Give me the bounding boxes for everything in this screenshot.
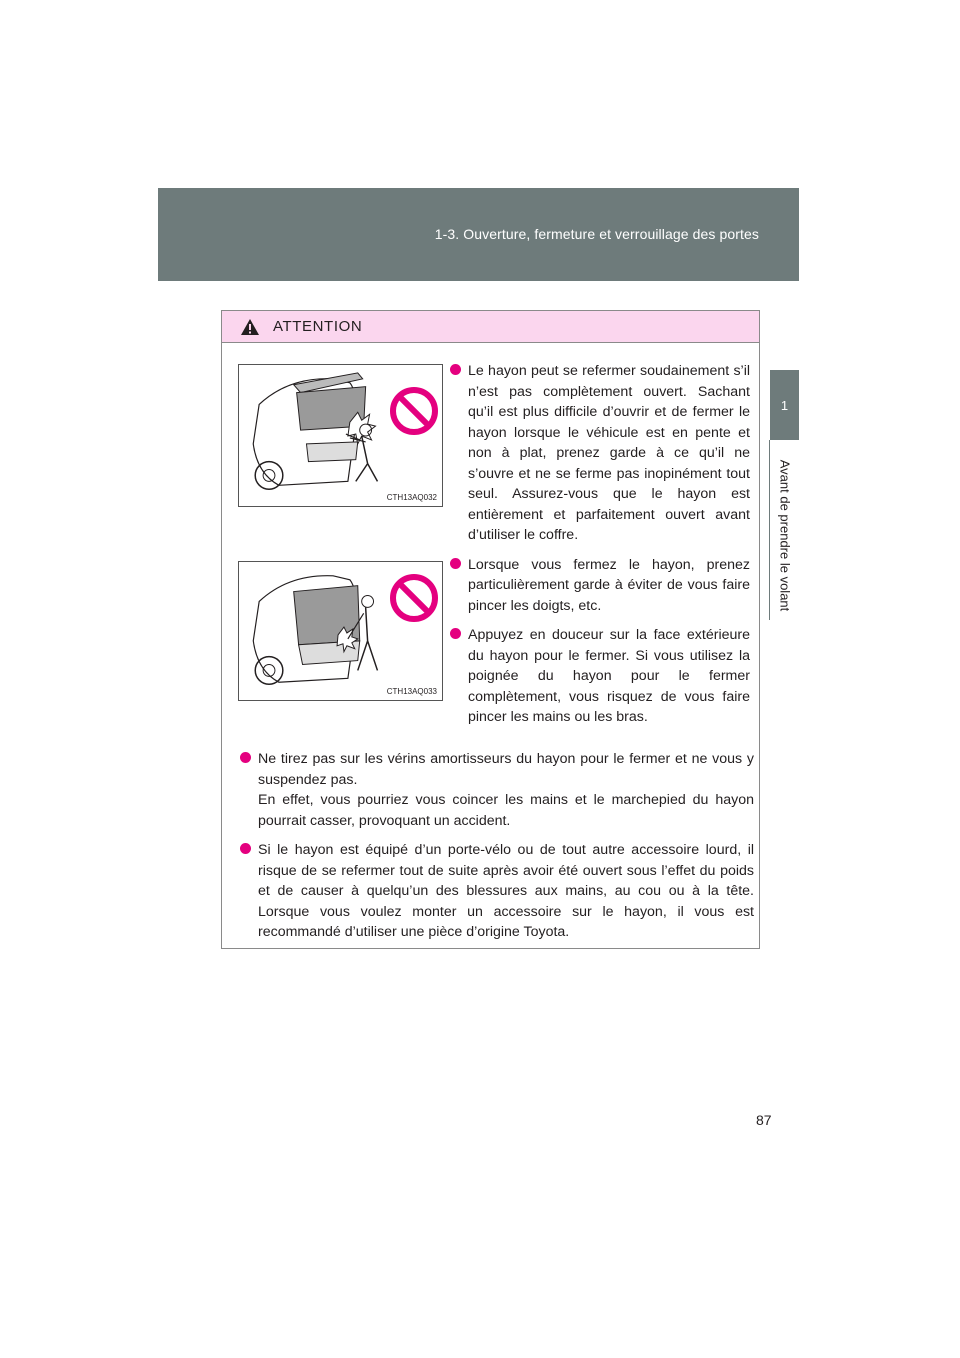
header-band [158,188,799,281]
list-item: Le hayon peut se refermer soudainement s’il n’est pas complètement ouvert. Sachant qu’il est plus difficile d’ouvrir et de fermer le hayon lorsque le véhicule est en pente et non à plat, prenez garde à ce qu’il ne s’ouvre et ne se ferme pas inopinément tout seul. Assurez-vous que le hayon est entièrement et parfaitement ouvert avant d’utiliser le coffre. [450,361,750,546]
illustration-tailgate-pinch [238,561,443,701]
chapter-tab[interactable] [770,370,799,440]
chapter-label: Avant de prendre le volant [777,459,793,611]
no-entry-icon [389,567,439,629]
no-entry-icon [389,380,439,442]
list-item: Si le hayon est équipé d’un porte-vélo ou de tout autre accessoire lourd, il risque de se refermer tout de suite après avoir été ouvert sous l’effet du poids et de causer à quelqu’un des blessures aux mains, au cou ou à la tête. Lorsque vous voulez monter un accessoire sur le hayon, il vous est recommandé d’utiliser une pièce d’origine Toyota. [240,840,754,943]
illustration-code: CTH13AQ033 [386,687,437,696]
warning-list-full [240,749,754,943]
chapter-number: 1 [780,397,789,413]
list-item: Ne tirez pas sur les vérins amortisseurs du hayon pour le fermer et ne vous y suspendez pas. En effet, vous pourriez vous coincer les mains et le marchepied du hayon pourrait casser, provoquant un accident. [240,749,754,831]
warning-title: ATTENTION [273,318,363,335]
list-item: Lorsque vous fermez le hayon, prenez particulièrement garde à éviter de vous faire pincer les doigts, etc. [450,555,750,617]
chapter-rule [769,440,770,620]
section-title: 1-3. Ouverture, fermeture et verrouillage des portes [434,226,759,242]
warning-list-right [450,361,750,728]
warning-triangle-icon [240,318,260,336]
warning-header [222,311,759,343]
bullet-icon [240,843,251,854]
warning-box [221,310,760,949]
illustration-code: CTH13AQ032 [386,493,437,502]
bullet-icon [240,752,251,763]
bullet-icon [450,364,461,375]
illustration-tailgate-falling [238,364,443,507]
list-item: Appuyez en douceur sur la face extérieure du hayon pour le fermer. Si vous utilisez la poignée du hayon pour le fermer complètement, vous risquez de vous faire pincer les mains ou les bras. [450,625,750,728]
bullet-icon [450,628,461,639]
bullet-icon [450,558,461,569]
page-number: 87 [756,1112,772,1128]
